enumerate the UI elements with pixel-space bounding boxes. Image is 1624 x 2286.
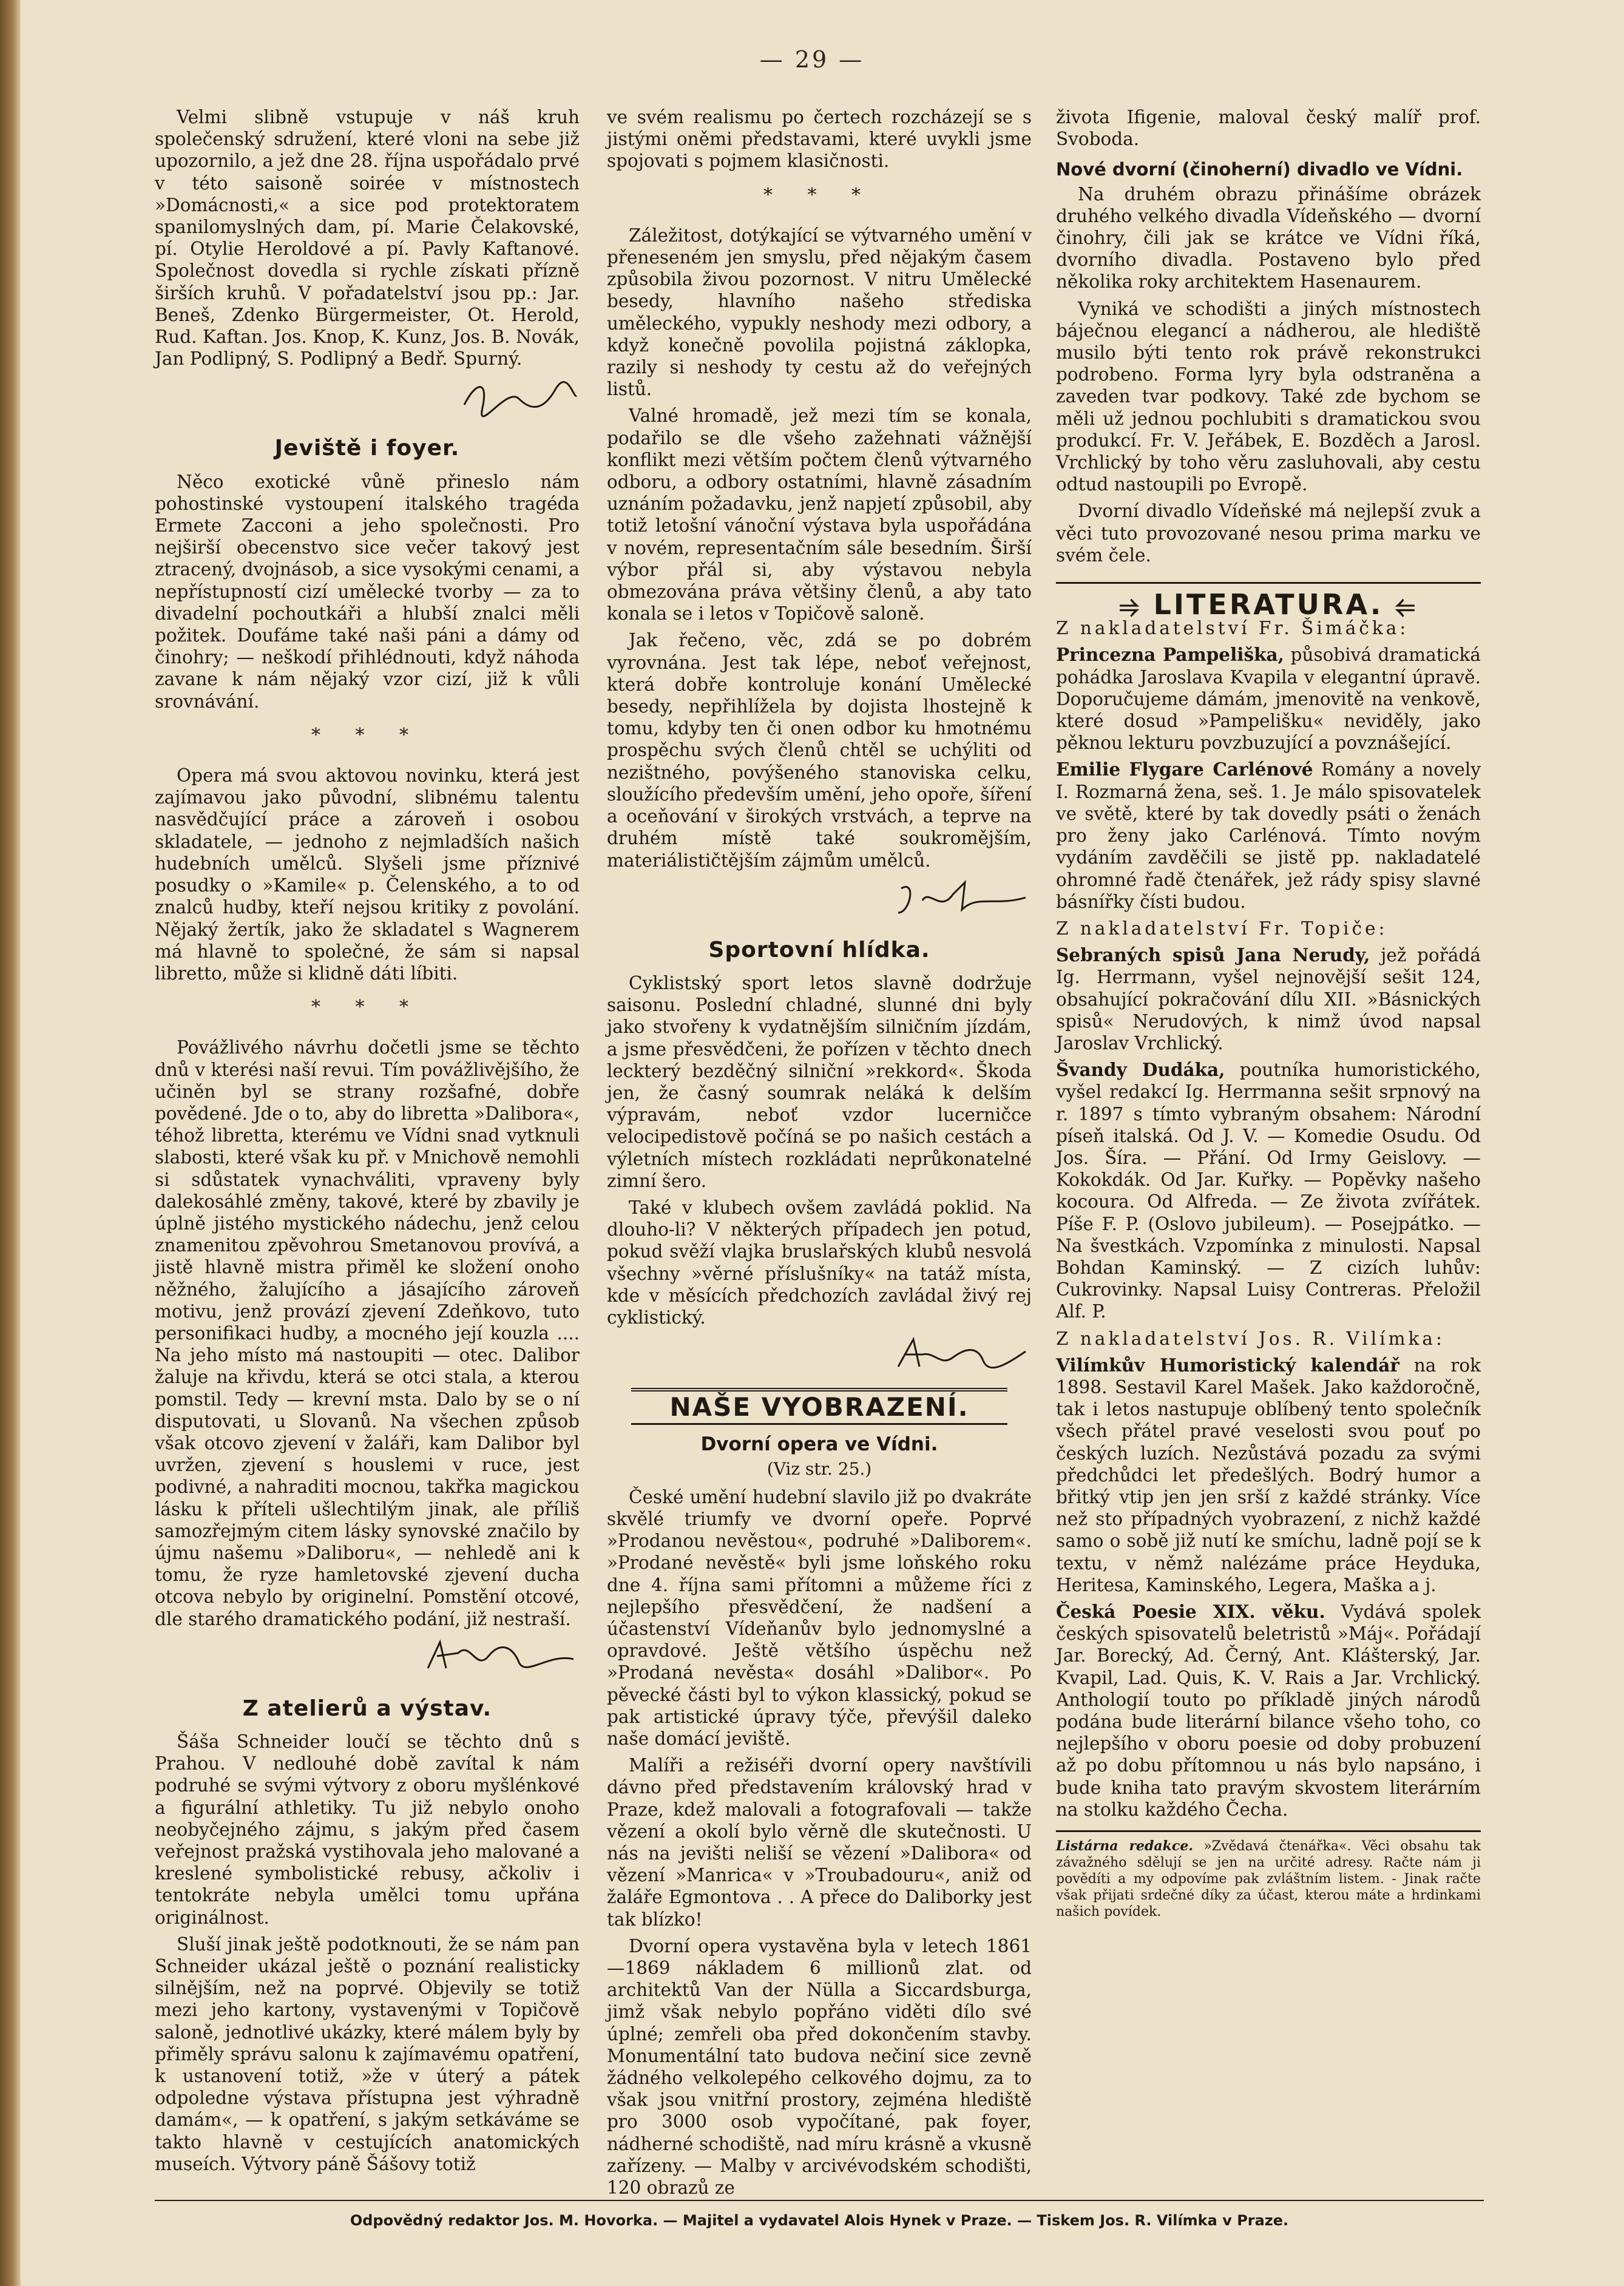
entry-title: Princezna Pampeliška, — [1056, 644, 1284, 666]
sport-paragraph-1: Cyklistský sport letos slavně dodržuje saisonu. Poslední chladné, slunné dni byly jako stvořeny k vydatnějším silničním jízdám, a jsme přesvědčeni, že pořízen v těchto dnech leckterý bezděčný silniční »rekkord«. Škoda jen, že časný soumrak neláká k delším výpravám, neboť vzdor lucerničce velocipedistově počíná se po našich cestách a výletních místech rozkládati neprůkonatelné zimní šero. — [607, 972, 1032, 1191]
column-left — [155, 106, 580, 2174]
continuation-paragraph: ve svém realismu po čertech rozcházejí se s jistými oněmi představami, které uvykli jsme spojovati s pojmem klasičnosti. — [607, 107, 1032, 172]
column-right — [1056, 106, 1481, 2157]
literature-entry — [1056, 1601, 1481, 1821]
publisher-vilimek: Z nakladatelství Jos. R. Vilímka: — [1056, 1328, 1445, 1349]
entry-text: na rok 1898. Sestavil Karel Mašek. Jako každoročně, tak i letos nastupuje oblíbený tento společník všech přátel pravé veselosti svou pouť po českých luzích. Nezůstává pozadu za svými předchůdci let předešlých. Bodrý humor a břitký vtip jen jen srší z každé stránky. Více než sto případných vyobrazení, z nichž každé samo o sobě již nutí ke smíchu, ladně pojí se k textu, v němž nalézáme práce Heyduka, Heritesa, Kaminského, Legera, Maška a j. — [1056, 1354, 1481, 1595]
section-stars-3: * * * — [763, 184, 876, 206]
theatre-paragraph-2: Opera má svou aktovou novinku, která jest zajímavou jako původní, slibnému talentu nasvědčující práce a zároveň i osobou skladatele, — jednoho z nejmladších našich hudebních umělců. Slyšeli jsme příznivé posudky o »Kamile« p. Čelenského, a to od znalců hudby, kteří nejsou kritiky z povolání. Nějaký žertík, jako že skladatel s Wagnerem má hlavně to společné, že sám si napsal libretto, může si klidně dáti líbiti. — [155, 765, 580, 984]
entry-text: Romány a novely I. Rozmarná žena, seš. 1. Je málo spisovatelek ve světě, které by tak dovedly psáti o ženách pro ženy jako Carlénová. Tímto novým vydáním zavděčili se jistě pp. nakladatelé ohromné řadě čtenářek, jež rády spisy slavné básnířky čísti budou. — [1056, 759, 1481, 912]
page-reference-note: (Viz str. 25.) — [766, 1458, 872, 1479]
theatre-paragraph-1: Něco exotické vůně přineslo nám pohostinské vystoupení italského tragéda Ermete Zacconi a jeho společnosti. Pro nejširší obecenstvo sice večer takový jest ztracený, dvojnásob, a sice vysokými cenami, a nepřístupností cizí umělecké tvorby — za to divadelní pochoutkáři a hlubší znalci měli požitek. Doufáme také naši páni a dámy od činohry; — neškodí přihlédnouti, když náhoda zavane k nám nějaký vzor cizí, již k vůli srovnávání. — [155, 471, 580, 712]
entry-title: Česká Poesie XIX. věku. — [1056, 1601, 1325, 1622]
entry-title: Emilie Flygare Carlénové — [1056, 759, 1313, 780]
literature-entry — [1056, 759, 1481, 912]
theatre-vienna-paragraph-2: Vyniká ve schodišti a jiných místnostech báječnou elegancí a nádherou, ale hlediště musilo býti tento rok právě rekonstrukci podrobeno. Forma lyry byla odstraněna a zaveden tvar podkovy. Také zde bychom se měli už jednou pochlubiti s dramatickou svou produkcí. Fr. V. Jeřábek, E. Bozděch a Jarosl. Vrchlický by toho věru zasluhovali, aby cestu odtud nastoupili po Evropě. — [1056, 298, 1481, 495]
opera-paragraph-3: Dvorní opera vystavěna byla v letech 1861—1869 nákladem 6 millionů zlat. od architektů Van der Nülla a Siccardsburga, jimž však nebylo popřáno viděti dílo své úplné; zemřeli oba před dokončením stavby. Monumentální tato budova nečiní sice zevně žádného velkolepého celkového dojmu, za to však jsou vnitřní prostory, zejména hlediště pro 3000 osob vypočítané, pak foyer, nádherné schodiště, nad míru krásně a vkusně zařízeny. — Malby v arcivévodském schodišti, 120 obrazů ze — [607, 1935, 1032, 2199]
entry-title: Sebraných spisů Jana Nerudy, — [1056, 944, 1370, 966]
beseda-paragraph-2: Valné hromadě, jež mezi tím se konala, podařilo se dle všeho zažehnati vážnější konflikt mezi větším počtem členů výtvarného odboru, a odbory ostatními, hlavně zásadním uznáním požadavku, jenž napjetí způsobil, aby totiž letošní vánoční výstava byla uspořádána v novém, representačním sále besedním. Širší výbor přál si, aby výstavou nebyla obmezována práva většiny členů, a aby tato konala se i letos v Topičově saloně. — [607, 405, 1032, 624]
entry-text: poutníka humoristického, vyšel redakcí Ig. Herrmanna sešit srpnový na r. 1897 s tímto vybraným obsahem: Národní píseň italská. Od J. V. — Komedie Osudu. Od Jos. Šíra. — Přání. Od Irmy Geislovy. — Kokokdák. Od Jar. Kuřky. — Popěvky našeho kocoura. Od Alfreda. — Ze života zvířátek. Píše F. P. (Oslovo jubileum). — Posejpátko. — Na švestkách. Vzpomínka z minulosti. Napsal Bohdan Kaminský. — Z cizích luhův: Cukrovinky. Napsal Luisy Contreras. Přeložil Alf. P. — [1056, 1060, 1481, 1322]
signature-3-scribble — [892, 876, 1032, 919]
page-number: — 29 — — [759, 46, 865, 73]
listarna-redakce — [1056, 1838, 1481, 1920]
heading-nase-vyobrazeni: NAŠE VYOBRAZENÍ. — [631, 1388, 1007, 1425]
footnote-text: »Zvědavá čtenářka«. Věci obsahu tak závažného sdělují se jen na určité adresy. Račte nám ji povědíti a my odpovíme pak zvláštním listem. - Jinak račte však přijati srdečné díky za účast, kterou máte a hrdinkami našich povídek. — [1056, 1839, 1481, 1920]
signature-4-scribble — [892, 1333, 1032, 1376]
intro-paragraph: Velmi slibně vstupuje v náš kruh společenský sdružení, které vloni na sebe již upozornilo, a jež dne 28. října uspořádalo prvé v této saisoně soirée v místnostech »Domácnosti,« a sice pod protektoratem spanilomyslných dam, pí. Marie Čelakovské, pí. Otylie Heroldové a pí. Pavly Kaftanové. Společnost dovedla si rychle získati přízně širších kruhů. V pořadatelství jsou pp.: Jar. Beneš, Zdenko Bürgermeister, Ot. Herold, Rud. Kaftan. Jos. Knop, K. Kunz, Jos. B. Novák, Jan Podlipný, S. Podlipný a Bedř. Spurný. — [155, 107, 580, 370]
heading-ateliery: Z atelierů a výstav. — [242, 1696, 492, 1721]
entry-text: působivá dramatická pohádka Jaroslava Kvapila v elegantní úpravě. Doporučujeme dámám, jmenovitě na venkově, které dosud »Pampelišku« neviděly, jako pěknou lekturu povzbuzující a povznášející. — [1056, 644, 1481, 754]
beseda-paragraph-3: Jak řečeno, věc, zdá se po dobrém vyrovnána. Jest tak lépe, neboť veřejnost, která dobře kontroluje konání Umělecké besedy, nepřihlížela by dojista lhostejně k tomu, kdyby ten či onen odbor ku hmotnému prospěchu svých členů chtěl se uchýliti od nezištného, povýšeného stanoviska celku, sloužícího především umění, jeho opoře, šíření a oceňování v širokých vrstvách, a teprve na druhém místě také soukromějším, materiálističtějším zájmům umělců. — [607, 630, 1032, 871]
literature-entry — [1056, 944, 1481, 1054]
section-stars-2: * * * — [311, 996, 424, 1018]
entry-title: Švandy Dudáka, — [1056, 1059, 1225, 1081]
heading-sport: Sportovní hlídka. — [708, 937, 930, 962]
signature-2-scribble — [422, 1635, 580, 1677]
theatre-vienna-paragraph-1: Na druhém obrazu přinášíme obrázek druhého velkého divadla Vídeňského — dvorní činohry, čili jak se krátce ve Vídni říká, dvorního divadla. Postaveno bylo před několika roky architektem Hasenaurem. — [1056, 183, 1481, 293]
heading-dvorni-opera: Dvorní opera ve Vídni. — [700, 1433, 938, 1456]
opera-paragraph-2: Malíři a režiséři dvorní opery navštívili dávno před představením královský hrad v Praze, kdež malovali a fotografovali — takže vězení a okolí bylo věrně dle skutečnosti. U nás na jevišti neliší se vězení »Dalibora« od vězení »Manrica« v »Troubadouru«, aniž od žaláře Egmontova . . A přece do Daliborky jest tak blízko! — [607, 1755, 1032, 1930]
literature-list — [1056, 617, 1481, 1821]
literatura-heading-text: LITERATURA. — [1153, 588, 1384, 621]
literatura-heading — [1056, 582, 1481, 621]
entry-text: Vydává spolek českých spisovatelů beletristů »Máj«. Pořádají Jar. Borecký, Ad. Černý, Ant. Klášterský, Jar. Kvapil, Lad. Quis, K. V. Rais a Jar. Vrchlický. Anthologií touto po příkladě jiných národů podána bude literární bilance všeho toho, co nejlepšího v oboru poesie od doby probuzení až po dobu přítomnou u nás bylo napsáno, i bude kniha tato pravým skvostem literárním na stolku každého Čecha. — [1056, 1601, 1481, 1820]
divider — [1056, 1830, 1481, 1832]
literature-entry — [1056, 1059, 1481, 1322]
ateliers-paragraph-1: Šáša Schneider loučí se těchto dnů s Prahou. V nedlouhé době zavítal k nám podruhé se svými výtvory z oboru myšlénkové a figurální athletiky. Tu již nebylo onoho neobyčejného zájmu, s jakým před časem veřejnost pražská vystihovala jeho malované a kreslené symbolistické rebusy, ačkoliv i tentokráte nebyla umělci tomu upřána originálnost. — [155, 1731, 580, 1928]
signature-4 — [607, 1333, 1032, 1376]
entry-title: Vilímkův Humoristický kalendář — [1056, 1354, 1399, 1376]
imprint-footer: Odpovědný redaktor Jos. M. Hovorka. — Majitel a vydavatel Alois Hynek v Praze. — Tiskem Jos. R. Vilímka v Praze. — [155, 2200, 1484, 2229]
publisher-topic: Z nakladatelství Fr. Topiče: — [1056, 918, 1388, 939]
opera-paragraph-1: České umění hudební slavilo již po dvakráte skvělé triumfy ve dvorní opeře. Poprvé »Prodanou nevěstou«, podruhé »Daliborem«. »Prodané nevěstě« byli jsme loňského roku dne 4. října sami přítomni a můžeme říci z nejlepšího přesvědčení, že nadšení a účastenství Vídeňanův bylo jednomyslné a opravdové. Ještě většího úspěchu než »Prodaná nevěsta« dosáhl »Dalibor«. Po pěvecké části byl to výkon klassický, pokud se pak artistické úpravy týče, převýšil daleko naše domácí jeviště. — [607, 1486, 1032, 1749]
literature-entry — [1056, 1354, 1481, 1596]
beseda-paragraph-1: Záležitost, dotýkající se výtvarného umění v přeneseném jen smyslu, před nějakým časem způsobila živou pozornost. V nitru Umělecké besedy, hlavního našeho střediska uměleckého, vypukly neshody mezi odbory, a když konečně povolila pojistná záklopka, razily si neshody ty cestu až do veřejných listů. — [607, 225, 1032, 400]
opera-continuation: života Ifigenie, maloval český malíř prof. Svoboda. — [1056, 107, 1481, 150]
entry-text: jež pořádá Ig. Herrmann, vyšel nejnovější sešit 124, obsahující pokračování dílu XII. »Básnických spisů« Nerudových, k nimž úvod napsal Jaroslav Vrchlický. — [1056, 945, 1481, 1053]
signature-3 — [607, 876, 1032, 919]
section-stars-1: * * * — [311, 724, 424, 746]
theatre-paragraph-3: Povážlivého návrhu dočetli jsme se těchto dnů v kterési naší revui. Tím povážlivějšího, že učiněn byl se strany rozšafné, dobře povědené. Jde o to, aby do libretta »Dalibora«, téhož libretta, kterému ve Vídni snad vytknuli slabosti, které však ku př. v Mnichově nemohli si sdůstatek vynachváliti, vpraveny byly dalekosáhlé změny, takové, které by zbavily je úplně jistého mystického nádechu, jenž celou znamenitou zpěvohrou Smetanovou provívá, a jistě hlavně mistra přiměl ke složení onoho něžného, žalujícího a jásajícího zároveň motivu, jenž provází zjevení Zdeňkovo, tuto personifikaci hudby, a mocného její kouzla .... Na jeho místo má nastoupiti — otec. Dalibor žaluje na křivdu, která se otci stala, a kterou pomstil. Tedy — krevní msta. Dalo by se o ní disputovati, u Slovanů. Na všechen způsob však otcovo zjevení v žaláři, kam Dalibor byl uvržen, zjevení s houslemi v ruce, jest podivné, a nahraditi mocnou, takřka magickou lásku k příteli ušlechtilým jinak, ale příliš samozřejmým citem lásky synovské značilo by újmu našemu »Daliboru«, — nehledě ani k tomu, že ryze hamletovské zjevení ducha otcova nebylo by originelní. Pomstění otcové, dle starého dramatického podání, již nestraší. — [155, 1037, 580, 1629]
signature-2 — [155, 1635, 580, 1677]
footnote-label: Listárna redakce. — [1056, 1838, 1193, 1855]
column-middle — [607, 106, 1032, 2199]
arrow-left-icon: ⥢ — [1395, 592, 1418, 621]
heading-nove-divadlo: Nové dvorní (činoherní) divadlo ve Vídni. — [1056, 159, 1463, 180]
theatre-vienna-paragraph-3: Dvorní divadlo Vídeňské má nejlepší zvuk a věci tuto provozované nesou prima marku ve svém čele. — [1056, 501, 1481, 566]
publisher-simacek: Z nakladatelství Fr. Šimáčka: — [1056, 618, 1409, 639]
arrow-right-icon: ⥤ — [1119, 592, 1142, 621]
signature-1 — [155, 374, 580, 417]
ateliers-paragraph-2: Sluší jinak ještě podotknouti, že se nám pan Schneider ukázal ještě o poznání realisticky silnějším, než na poprvé. Objevily se totiž mezi jeho kartony, vystavenými v Topičově saloně, jednotlivé ukázky, které málem byly by přiměly správu salonu k zajímavému opatření, k ustanovení totiž, »že v úterý a pátek odpoledne výstava přístupna jest výhradně damám«, — k opatření, s jakým setkáváme se takto hlavně v cestujících anatomických museích. Výtvory páně Šášovy totiž — [155, 1933, 580, 2174]
heading-jeviste: Jeviště i foyer. — [274, 436, 460, 461]
literature-entry — [1056, 644, 1481, 754]
signature-1-scribble — [458, 374, 580, 417]
page-binding-edge — [0, 0, 21, 2286]
sport-paragraph-2: Také v klubech ovšem zavládá poklid. Na dlouho-li? V některých případech jen potud, pokud svěží vlajka bruslařských klubů nesvolá všechny »věrné příslušníky« na tatáž místa, kde v měsících předchozích zavládal živý rej cyklistický. — [607, 1197, 1032, 1328]
